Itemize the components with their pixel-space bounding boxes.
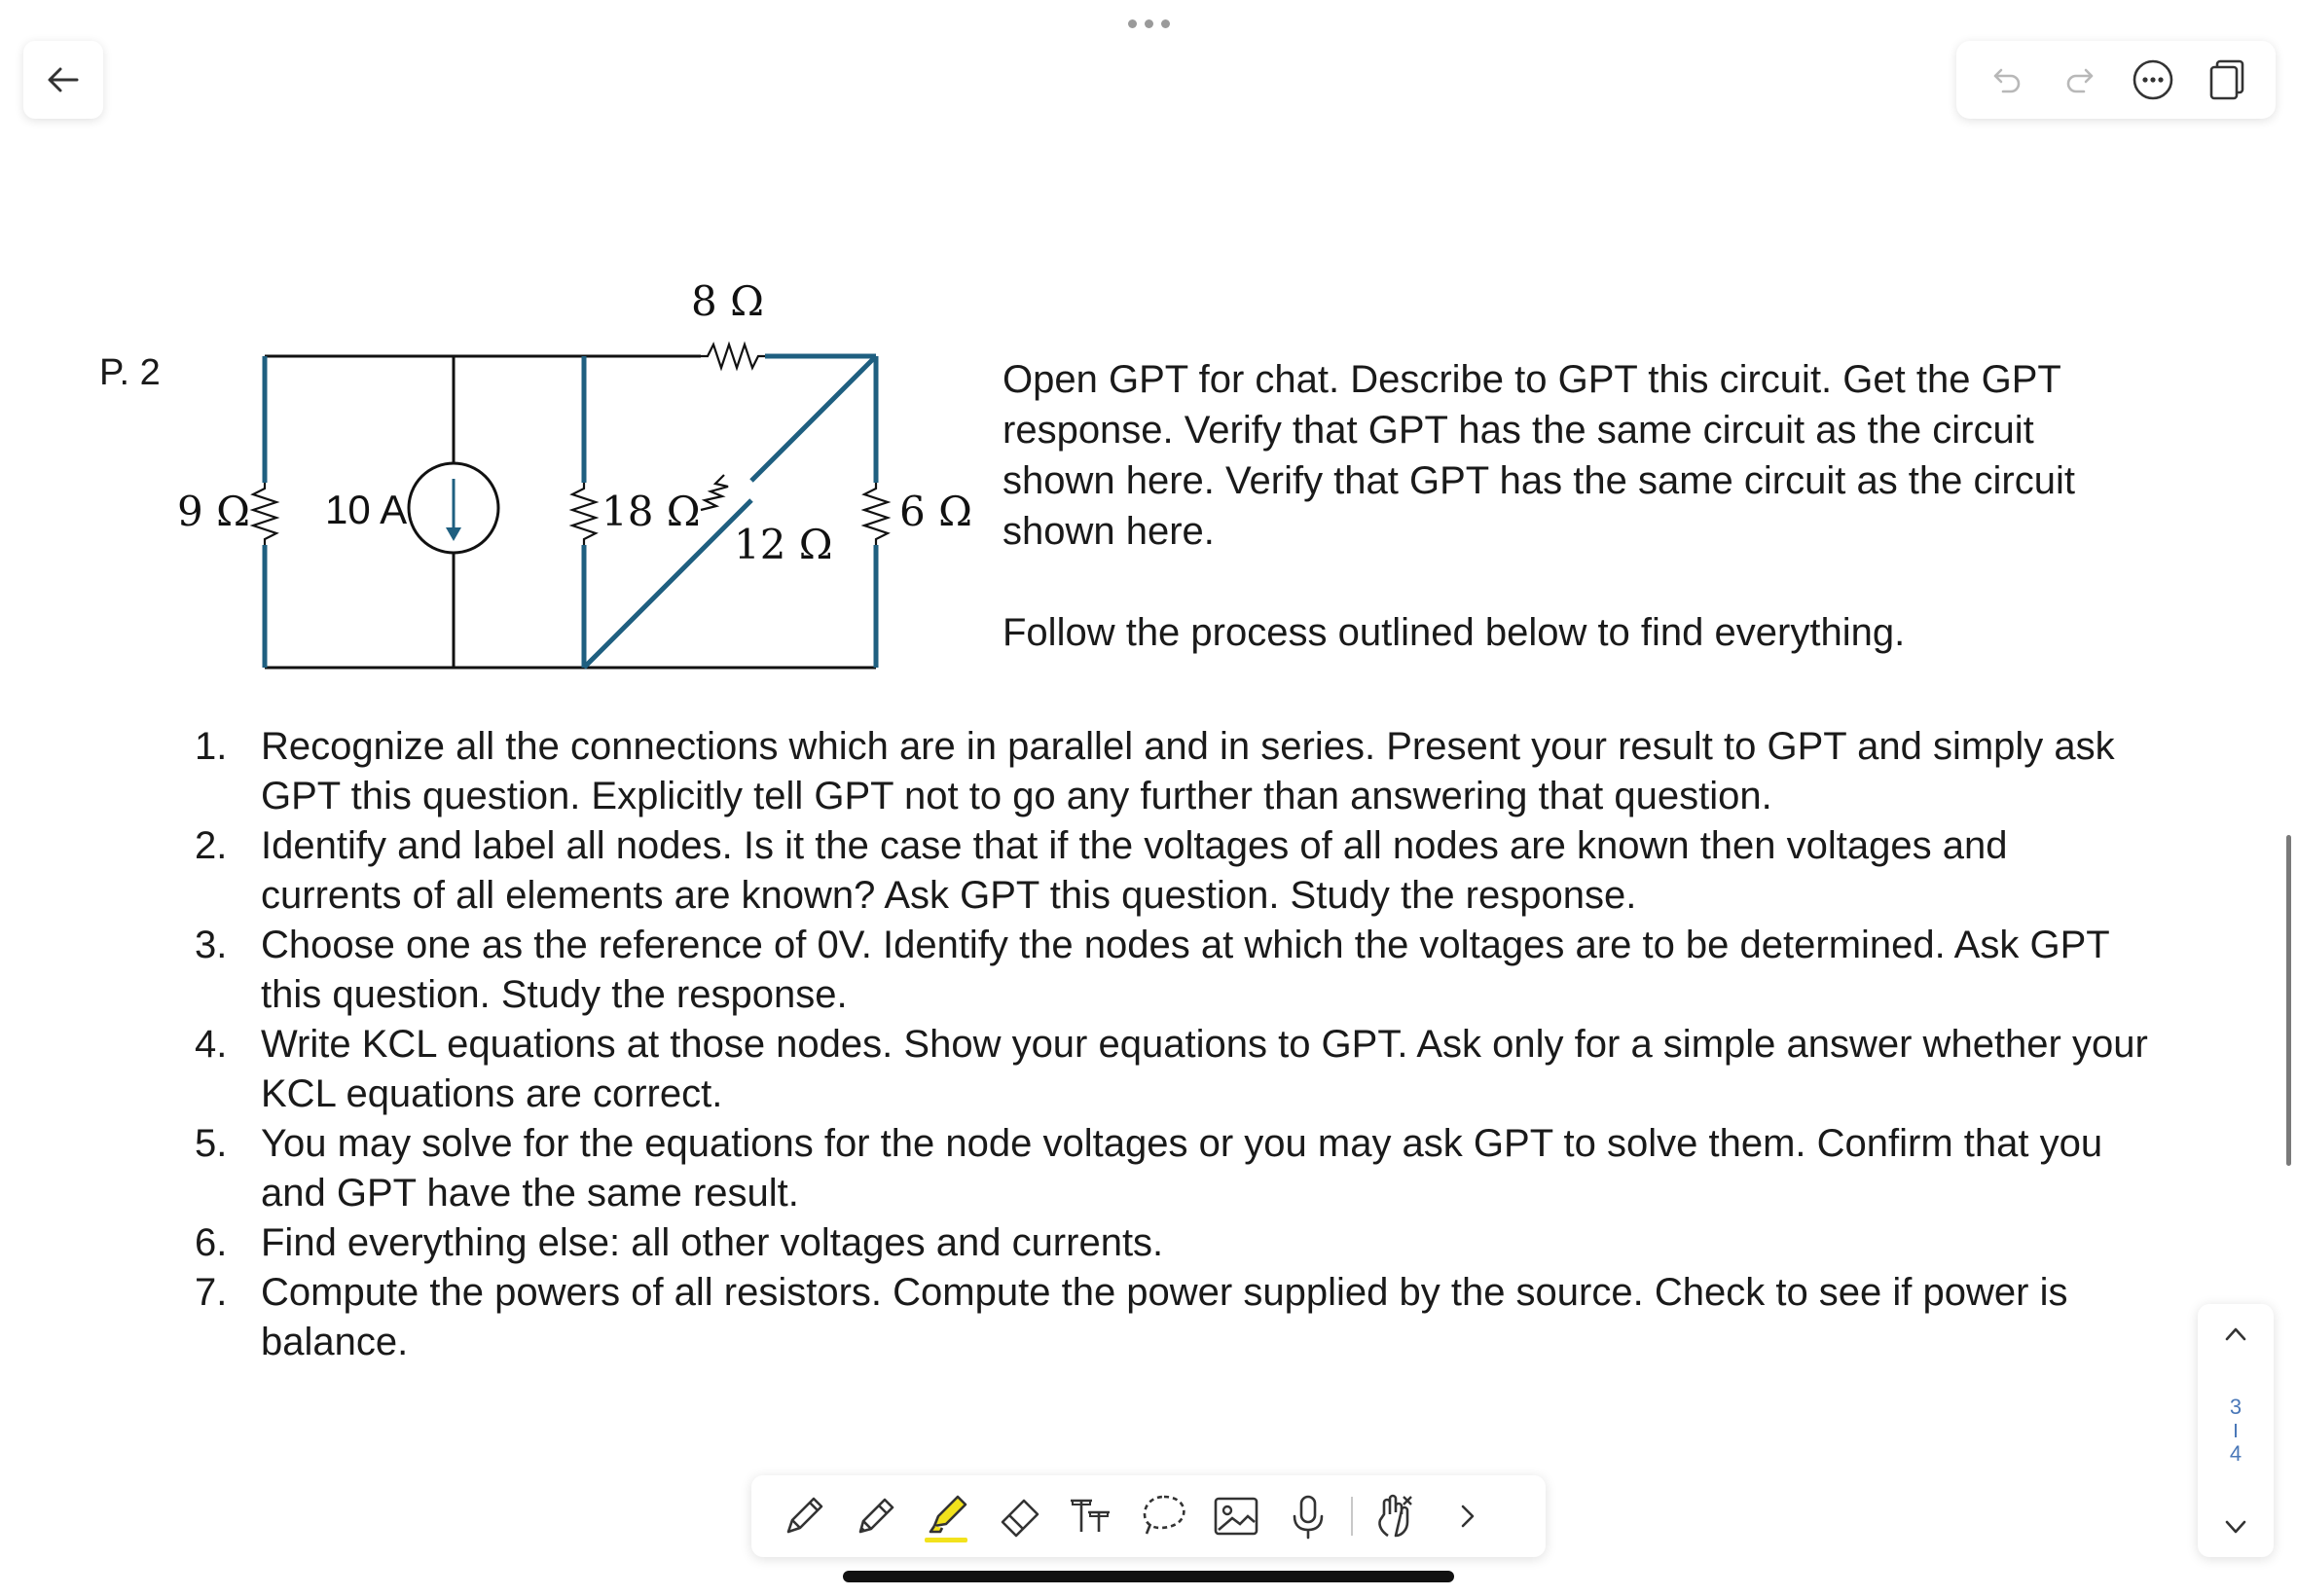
undo-button[interactable] — [1980, 53, 2034, 107]
home-indicator[interactable] — [843, 1571, 1454, 1582]
label-r-left: 9 Ω — [177, 488, 250, 535]
drawing-toolbar — [751, 1475, 1546, 1557]
microphone-tool[interactable] — [1279, 1487, 1337, 1545]
chevron-right-icon — [1448, 1497, 1487, 1536]
steps-list — [195, 722, 2151, 1367]
microphone-icon — [1281, 1489, 1335, 1543]
touch-icon — [1368, 1489, 1423, 1543]
list-item — [195, 722, 2151, 821]
back-arrow-icon — [44, 60, 83, 99]
step-number: 3. — [195, 924, 228, 966]
back-button[interactable] — [23, 41, 103, 119]
resistor-9 — [253, 483, 276, 545]
scrollbar[interactable] — [2286, 835, 2291, 1166]
step-text: You may solve for the equations for the node voltages or you may ask GPT to solve them. Confirm that you and GPT have the same result. — [261, 1122, 2103, 1215]
pen-icon — [777, 1489, 831, 1543]
list-item — [195, 1020, 2151, 1119]
lasso-icon — [1137, 1489, 1191, 1543]
pages-button[interactable] — [2199, 53, 2253, 107]
more-icon — [2130, 56, 2176, 103]
pages-icon — [2203, 56, 2249, 103]
description-paragraph-1: Open GPT for chat. Describe to GPT this circuit. Get the GPT response. Verify that GPT has the same circuit as the circuit shown here. Verify that GPT has the same circuit as the circuit shown here. — [1003, 358, 2075, 553]
text-tool[interactable] — [1063, 1487, 1121, 1545]
step-text: Find everything else: all other voltages and currents. — [261, 1221, 1164, 1264]
image-icon — [1209, 1489, 1263, 1543]
step-number: 4. — [195, 1023, 228, 1066]
expand-toolbar-button[interactable] — [1439, 1487, 1497, 1545]
undo-icon — [1987, 60, 2026, 99]
pencil-icon — [849, 1489, 903, 1543]
step-number: 6. — [195, 1221, 228, 1264]
eraser-icon — [993, 1489, 1047, 1543]
step-number: 2. — [195, 824, 228, 867]
dot — [1161, 19, 1170, 28]
step-text: Write KCL equations at those nodes. Show your equations to GPT. Ask only for a simple answer whether your KCL equations are correct. — [261, 1023, 2148, 1115]
step-text: Recognize all the connections which are in parallel and in series. Present your result to GPT and simply ask GPT this question. Explicitly tell GPT not to go any further than answering that question. — [261, 725, 2115, 817]
list-item — [195, 1119, 2151, 1218]
circuit-diagram — [156, 263, 993, 691]
resistor-18 — [572, 483, 596, 545]
list-item — [195, 821, 2151, 921]
step-text: Identify and label all nodes. Is it the case that if the voltages of all nodes are known then voltages and currents of all elements are known? Ask GPT this question. Study the response. — [261, 824, 2008, 917]
list-item — [195, 921, 2151, 1020]
eraser-tool[interactable] — [991, 1487, 1049, 1545]
toolbar-separator — [1351, 1497, 1353, 1536]
label-r-diag: 12 Ω — [734, 521, 833, 568]
text-icon — [1065, 1489, 1119, 1543]
highlighter-tool[interactable] — [919, 1487, 977, 1545]
problem-label: P. 2 — [99, 352, 161, 393]
step-text: Choose one as the reference of 0V. Identify the nodes at which the voltages are to be determined. Ask GPT this question. Study the response. — [261, 924, 2109, 1016]
touch-tool[interactable] — [1367, 1487, 1425, 1545]
top-toolbar — [1956, 41, 2276, 119]
image-tool[interactable] — [1207, 1487, 1265, 1545]
step-number: 5. — [195, 1122, 228, 1165]
page-up-icon[interactable] — [2219, 1318, 2252, 1351]
resistor-8 — [701, 345, 765, 368]
step-number: 1. — [195, 725, 228, 768]
label-source: 10 A — [325, 487, 408, 532]
redo-button[interactable] — [2053, 53, 2107, 107]
label-r-right: 6 Ω — [899, 488, 972, 535]
more-button[interactable] — [2126, 53, 2180, 107]
step-text: Compute the powers of all resistors. Compute the power supplied by the source. Check to see if power is balance. — [261, 1271, 2068, 1363]
list-item — [195, 1218, 2151, 1268]
highlighter-icon — [921, 1487, 975, 1545]
multitasking-handle[interactable] — [1121, 14, 1176, 33]
label-r-top: 8 Ω — [691, 277, 764, 325]
lasso-tool[interactable] — [1135, 1487, 1193, 1545]
page-indicator — [2230, 1395, 2242, 1467]
pencil-tool[interactable] — [847, 1487, 905, 1545]
pen-tool[interactable] — [775, 1487, 833, 1545]
dot — [1128, 19, 1137, 28]
page-navigator — [2198, 1304, 2274, 1557]
page-current: 3 — [2229, 1395, 2242, 1419]
page-total: 4 — [2229, 1441, 2242, 1466]
redo-icon — [2060, 60, 2099, 99]
step-number: 7. — [195, 1271, 228, 1314]
list-item — [195, 1268, 2151, 1367]
description-paragraph-2: Follow the process outlined below to find everything. — [1003, 611, 1906, 654]
label-r-mid: 18 Ω — [602, 488, 701, 535]
dot — [1145, 19, 1153, 28]
resistor-12 — [701, 475, 728, 510]
page-down-icon[interactable] — [2219, 1510, 2252, 1543]
resistor-6 — [864, 483, 888, 545]
problem-description — [1003, 354, 2151, 658]
wire-diag-upper — [751, 356, 876, 481]
